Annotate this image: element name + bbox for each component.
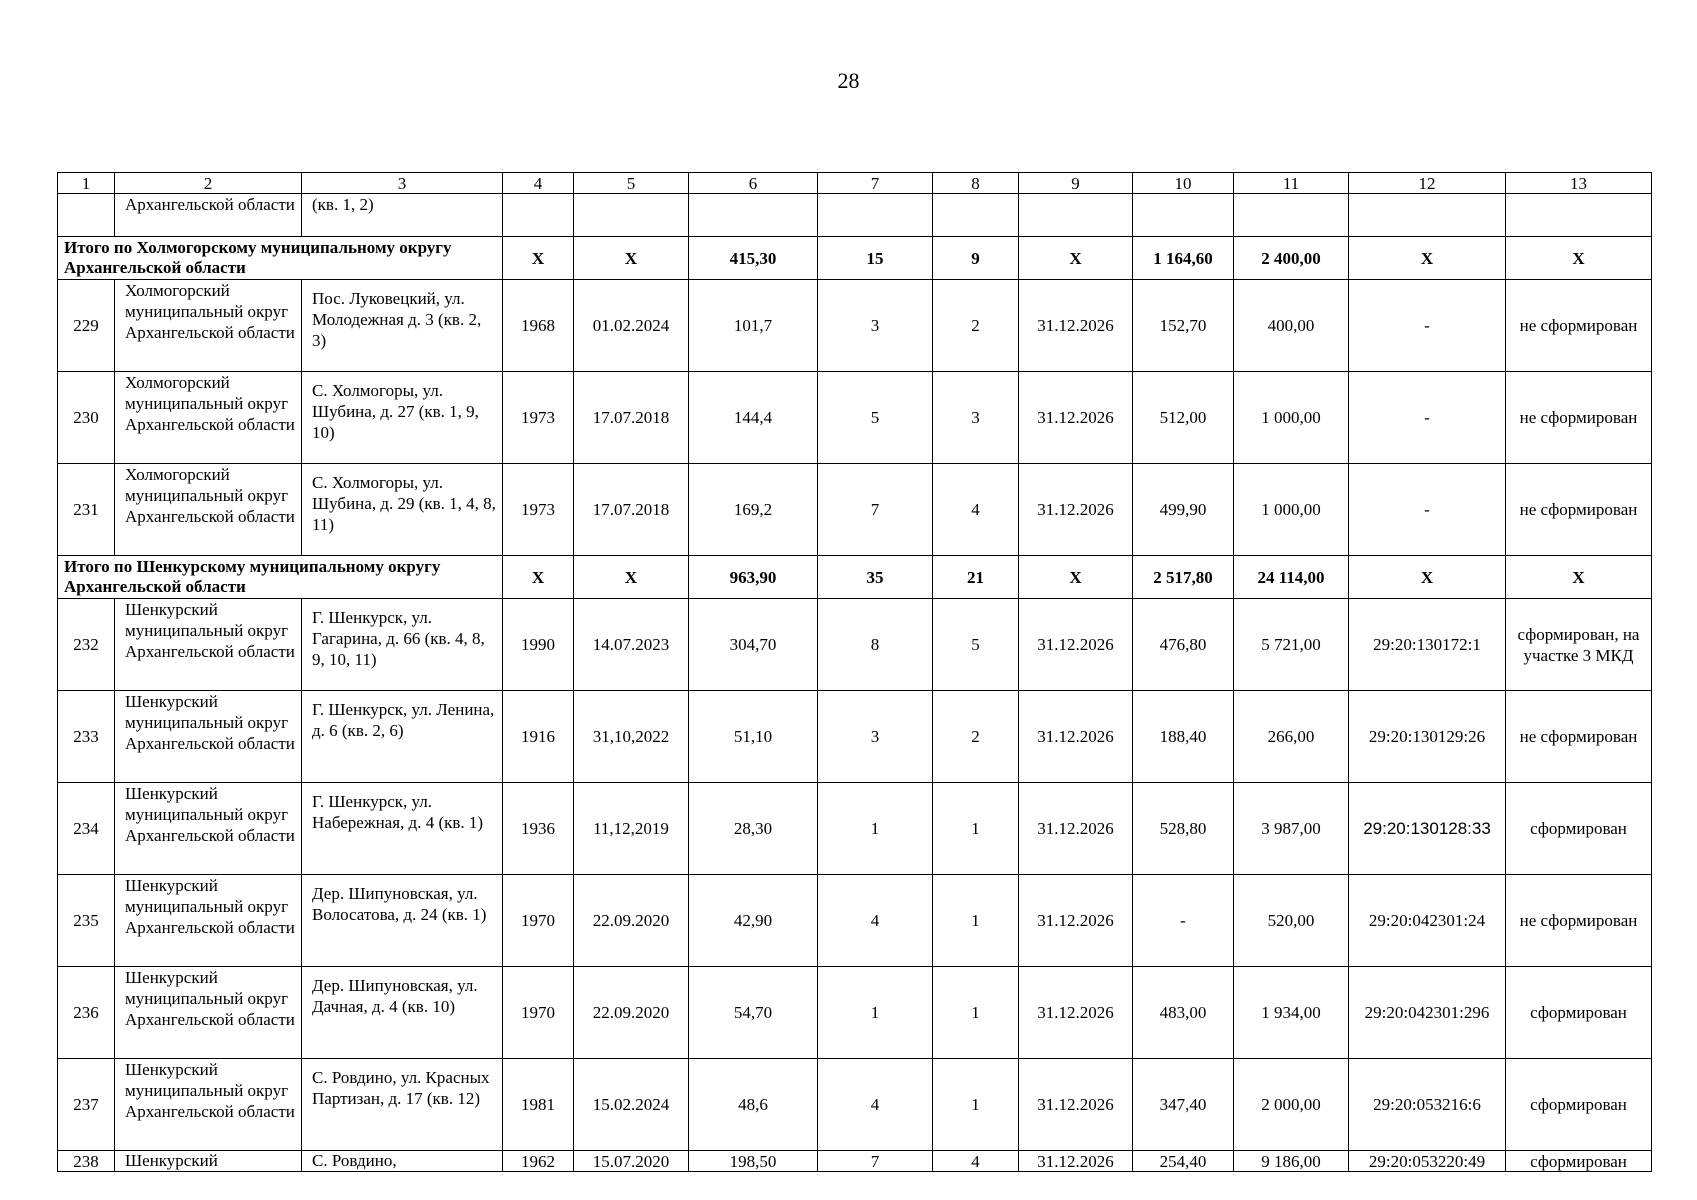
column-number: 12 [1349, 173, 1506, 194]
total-row-kholmogory [58, 237, 1652, 280]
deadline-cell: 31.12.2026 [1019, 1059, 1133, 1151]
status-cell: сформирован [1506, 1151, 1652, 1172]
value-cell: 520,00 [1234, 875, 1349, 967]
year-cell: 1936 [503, 783, 574, 875]
empty-cell [574, 194, 689, 237]
cadastral-cell: 29:20:053216:6 [1349, 1059, 1506, 1151]
value-cell: 3 987,00 [1234, 783, 1349, 875]
row-number-cell: 231 [58, 464, 115, 556]
year-cell: 1973 [503, 464, 574, 556]
count-cell: 3 [933, 372, 1019, 464]
address-cell: Дер. Шипуновская, ул. Дачная, д. 4 (кв. 10) [302, 967, 503, 1059]
empty-cell [1349, 194, 1506, 237]
row-number-cell: 234 [58, 783, 115, 875]
total-cell: 15 [818, 237, 933, 280]
municipality-cell: Шенкурский муниципальный округ Архангельской области [115, 1059, 302, 1151]
value-cell: 528,80 [1133, 783, 1234, 875]
area-cell: 304,70 [689, 599, 818, 691]
cadastral-cell: - [1349, 372, 1506, 464]
deadline-cell: 31.12.2026 [1019, 783, 1133, 875]
address-cell: С. Холмогоры, ул. Шубина, д. 27 (кв. 1, 9, 10) [302, 372, 503, 464]
date-cell: 22.09.2020 [574, 875, 689, 967]
year-cell: 1962 [503, 1151, 574, 1172]
total-cell: X [1019, 237, 1133, 280]
municipality-cell: Холмогорский муниципальный округ Архангельской области [115, 280, 302, 372]
date-cell: 31,10,2022 [574, 691, 689, 783]
year-cell: 1970 [503, 967, 574, 1059]
table-row [58, 783, 1652, 875]
row-number-cell [58, 194, 115, 237]
housing-registry-table [57, 172, 1652, 1172]
total-cell: X [1349, 237, 1506, 280]
count-cell: 1 [933, 1059, 1019, 1151]
total-cell: X [1019, 556, 1133, 599]
date-cell: 14.07.2023 [574, 599, 689, 691]
value-cell: 188,40 [1133, 691, 1234, 783]
cadastral-cell: 29:20:053220:49 [1349, 1151, 1506, 1172]
area-cell: 54,70 [689, 967, 818, 1059]
year-cell: 1916 [503, 691, 574, 783]
column-number: 4 [503, 173, 574, 194]
status-cell: не сформирован [1506, 280, 1652, 372]
value-cell: 9 186,00 [1234, 1151, 1349, 1172]
count-cell: 1 [933, 875, 1019, 967]
row-number-cell: 238 [58, 1151, 115, 1172]
table-row [58, 1151, 1652, 1172]
total-cell: X [503, 556, 574, 599]
count-cell: 1 [818, 967, 933, 1059]
cadastral-cell: 29:20:130172:1 [1349, 599, 1506, 691]
area-cell: 169,2 [689, 464, 818, 556]
total-cell: 2 517,80 [1133, 556, 1234, 599]
count-cell: 5 [933, 599, 1019, 691]
row-number-cell: 233 [58, 691, 115, 783]
address-cell: (кв. 1, 2) [302, 194, 503, 237]
count-cell: 7 [818, 464, 933, 556]
empty-cell [933, 194, 1019, 237]
value-cell: 1 934,00 [1234, 967, 1349, 1059]
municipality-cell: Шенкурский муниципальный округ Архангельской области [115, 875, 302, 967]
count-cell: 4 [933, 1151, 1019, 1172]
address-cell: Пос. Луковецкий, ул. Молодежная д. 3 (кв. 2, 3) [302, 280, 503, 372]
column-number: 3 [302, 173, 503, 194]
status-cell: не сформирован [1506, 875, 1652, 967]
municipality-cell: Шенкурский [115, 1151, 302, 1172]
total-cell: 9 [933, 237, 1019, 280]
count-cell: 3 [818, 280, 933, 372]
table-row [58, 599, 1652, 691]
total-row-shenkursk [58, 556, 1652, 599]
total-cell: 2 400,00 [1234, 237, 1349, 280]
year-cell: 1981 [503, 1059, 574, 1151]
total-cell: X [1506, 237, 1652, 280]
address-cell: С. Ровдино, ул. Красных Партизан, д. 17 (кв. 12) [302, 1059, 503, 1151]
value-cell: 347,40 [1133, 1059, 1234, 1151]
count-cell: 8 [818, 599, 933, 691]
address-cell: Г. Шенкурск, ул. Набережная, д. 4 (кв. 1) [302, 783, 503, 875]
row-number-cell: 237 [58, 1059, 115, 1151]
cadastral-cell: 29:20:130129:26 [1349, 691, 1506, 783]
status-cell: сформирован, на участке 3 МКД [1506, 599, 1652, 691]
empty-cell [1133, 194, 1234, 237]
deadline-cell: 31.12.2026 [1019, 372, 1133, 464]
page-number: 28 [837, 68, 860, 93]
row-number-cell: 230 [58, 372, 115, 464]
status-cell: сформирован [1506, 967, 1652, 1059]
total-label: Итого по Холмогорскому муниципальному округу Архангельской области [58, 237, 503, 280]
date-cell: 15.07.2020 [574, 1151, 689, 1172]
empty-cell [689, 194, 818, 237]
date-cell: 01.02.2024 [574, 280, 689, 372]
municipality-cell: Шенкурский муниципальный округ Архангельской области [115, 599, 302, 691]
value-cell: 266,00 [1234, 691, 1349, 783]
total-cell: 24 114,00 [1234, 556, 1349, 599]
column-number: 9 [1019, 173, 1133, 194]
total-cell: 21 [933, 556, 1019, 599]
column-number: 1 [58, 173, 115, 194]
total-cell: 415,30 [689, 237, 818, 280]
empty-cell [1019, 194, 1133, 237]
date-cell: 11,12,2019 [574, 783, 689, 875]
total-cell: X [574, 556, 689, 599]
value-cell: 2 000,00 [1234, 1059, 1349, 1151]
total-cell: 35 [818, 556, 933, 599]
status-cell: не сформирован [1506, 691, 1652, 783]
area-cell: 48,6 [689, 1059, 818, 1151]
count-cell: 2 [933, 691, 1019, 783]
table-row [58, 691, 1652, 783]
area-cell: 101,7 [689, 280, 818, 372]
column-number: 2 [115, 173, 302, 194]
empty-cell [1234, 194, 1349, 237]
cadastral-cell: 29:20:130128:33 [1349, 783, 1506, 875]
count-cell: 4 [818, 1059, 933, 1151]
table-row [58, 280, 1652, 372]
date-cell: 22.09.2020 [574, 967, 689, 1059]
value-cell: - [1133, 875, 1234, 967]
cadastral-cell: - [1349, 280, 1506, 372]
value-cell: 400,00 [1234, 280, 1349, 372]
area-cell: 198,50 [689, 1151, 818, 1172]
address-cell: С. Ровдино, [302, 1151, 503, 1172]
column-number: 11 [1234, 173, 1349, 194]
municipality-cell: Шенкурский муниципальный округ Архангельской области [115, 783, 302, 875]
continuation-row [58, 194, 1652, 237]
value-cell: 254,40 [1133, 1151, 1234, 1172]
deadline-cell: 31.12.2026 [1019, 464, 1133, 556]
total-cell: X [503, 237, 574, 280]
total-cell: 963,90 [689, 556, 818, 599]
status-cell: не сформирован [1506, 372, 1652, 464]
count-cell: 1 [933, 967, 1019, 1059]
area-cell: 42,90 [689, 875, 818, 967]
total-cell: X [1349, 556, 1506, 599]
empty-cell [818, 194, 933, 237]
date-cell: 15.02.2024 [574, 1059, 689, 1151]
date-cell: 17.07.2018 [574, 372, 689, 464]
total-label: Итого по Шенкурскому муниципальному округу Архангельской области [58, 556, 503, 599]
row-number-cell: 232 [58, 599, 115, 691]
deadline-cell: 31.12.2026 [1019, 1151, 1133, 1172]
status-cell: сформирован [1506, 1059, 1652, 1151]
value-cell: 476,80 [1133, 599, 1234, 691]
value-cell: 512,00 [1133, 372, 1234, 464]
column-number: 13 [1506, 173, 1652, 194]
column-number-row [58, 173, 1652, 194]
municipality-cell: Шенкурский муниципальный округ Архангельской области [115, 691, 302, 783]
address-cell: Дер. Шипуновская, ул. Волосатова, д. 24 (кв. 1) [302, 875, 503, 967]
column-number: 7 [818, 173, 933, 194]
municipality-cell: Шенкурский муниципальный округ Архангельской области [115, 967, 302, 1059]
count-cell: 1 [933, 783, 1019, 875]
count-cell: 1 [818, 783, 933, 875]
status-cell: сформирован [1506, 783, 1652, 875]
total-cell: 1 164,60 [1133, 237, 1234, 280]
deadline-cell: 31.12.2026 [1019, 691, 1133, 783]
count-cell: 7 [818, 1151, 933, 1172]
row-number-cell: 229 [58, 280, 115, 372]
count-cell: 4 [818, 875, 933, 967]
cadastral-cell: 29:20:042301:24 [1349, 875, 1506, 967]
area-cell: 51,10 [689, 691, 818, 783]
deadline-cell: 31.12.2026 [1019, 875, 1133, 967]
total-cell: X [1506, 556, 1652, 599]
address-cell: Г. Шенкурск, ул. Гагарина, д. 66 (кв. 4, 8, 9, 10, 11) [302, 599, 503, 691]
area-cell: 28,30 [689, 783, 818, 875]
column-number: 5 [574, 173, 689, 194]
value-cell: 5 721,00 [1234, 599, 1349, 691]
table-row [58, 1059, 1652, 1151]
row-number-cell: 235 [58, 875, 115, 967]
deadline-cell: 31.12.2026 [1019, 967, 1133, 1059]
cadastral-cell: 29:20:042301:296 [1349, 967, 1506, 1059]
count-cell: 3 [818, 691, 933, 783]
count-cell: 2 [933, 280, 1019, 372]
cadastral-cell: - [1349, 464, 1506, 556]
year-cell: 1973 [503, 372, 574, 464]
table-row [58, 875, 1652, 967]
value-cell: 1 000,00 [1234, 464, 1349, 556]
municipality-cell: Архангельской области [115, 194, 302, 237]
column-number: 10 [1133, 173, 1234, 194]
year-cell: 1970 [503, 875, 574, 967]
year-cell: 1968 [503, 280, 574, 372]
value-cell: 1 000,00 [1234, 372, 1349, 464]
year-cell: 1990 [503, 599, 574, 691]
municipality-cell: Холмогорский муниципальный округ Архангельской области [115, 372, 302, 464]
status-cell: не сформирован [1506, 464, 1652, 556]
address-cell: С. Холмогоры, ул. Шубина, д. 29 (кв. 1, 4, 8, 11) [302, 464, 503, 556]
deadline-cell: 31.12.2026 [1019, 599, 1133, 691]
deadline-cell: 31.12.2026 [1019, 280, 1133, 372]
total-cell: X [574, 237, 689, 280]
date-cell: 17.07.2018 [574, 464, 689, 556]
value-cell: 499,90 [1133, 464, 1234, 556]
row-number-cell: 236 [58, 967, 115, 1059]
count-cell: 5 [818, 372, 933, 464]
area-cell: 144,4 [689, 372, 818, 464]
column-number: 8 [933, 173, 1019, 194]
table-row [58, 372, 1652, 464]
value-cell: 483,00 [1133, 967, 1234, 1059]
value-cell: 152,70 [1133, 280, 1234, 372]
municipality-cell: Холмогорский муниципальный округ Архангельской области [115, 464, 302, 556]
address-cell: Г. Шенкурск, ул. Ленина, д. 6 (кв. 2, 6) [302, 691, 503, 783]
table-row [58, 464, 1652, 556]
table-row [58, 967, 1652, 1059]
empty-cell [503, 194, 574, 237]
empty-cell [1506, 194, 1652, 237]
column-number: 6 [689, 173, 818, 194]
count-cell: 4 [933, 464, 1019, 556]
